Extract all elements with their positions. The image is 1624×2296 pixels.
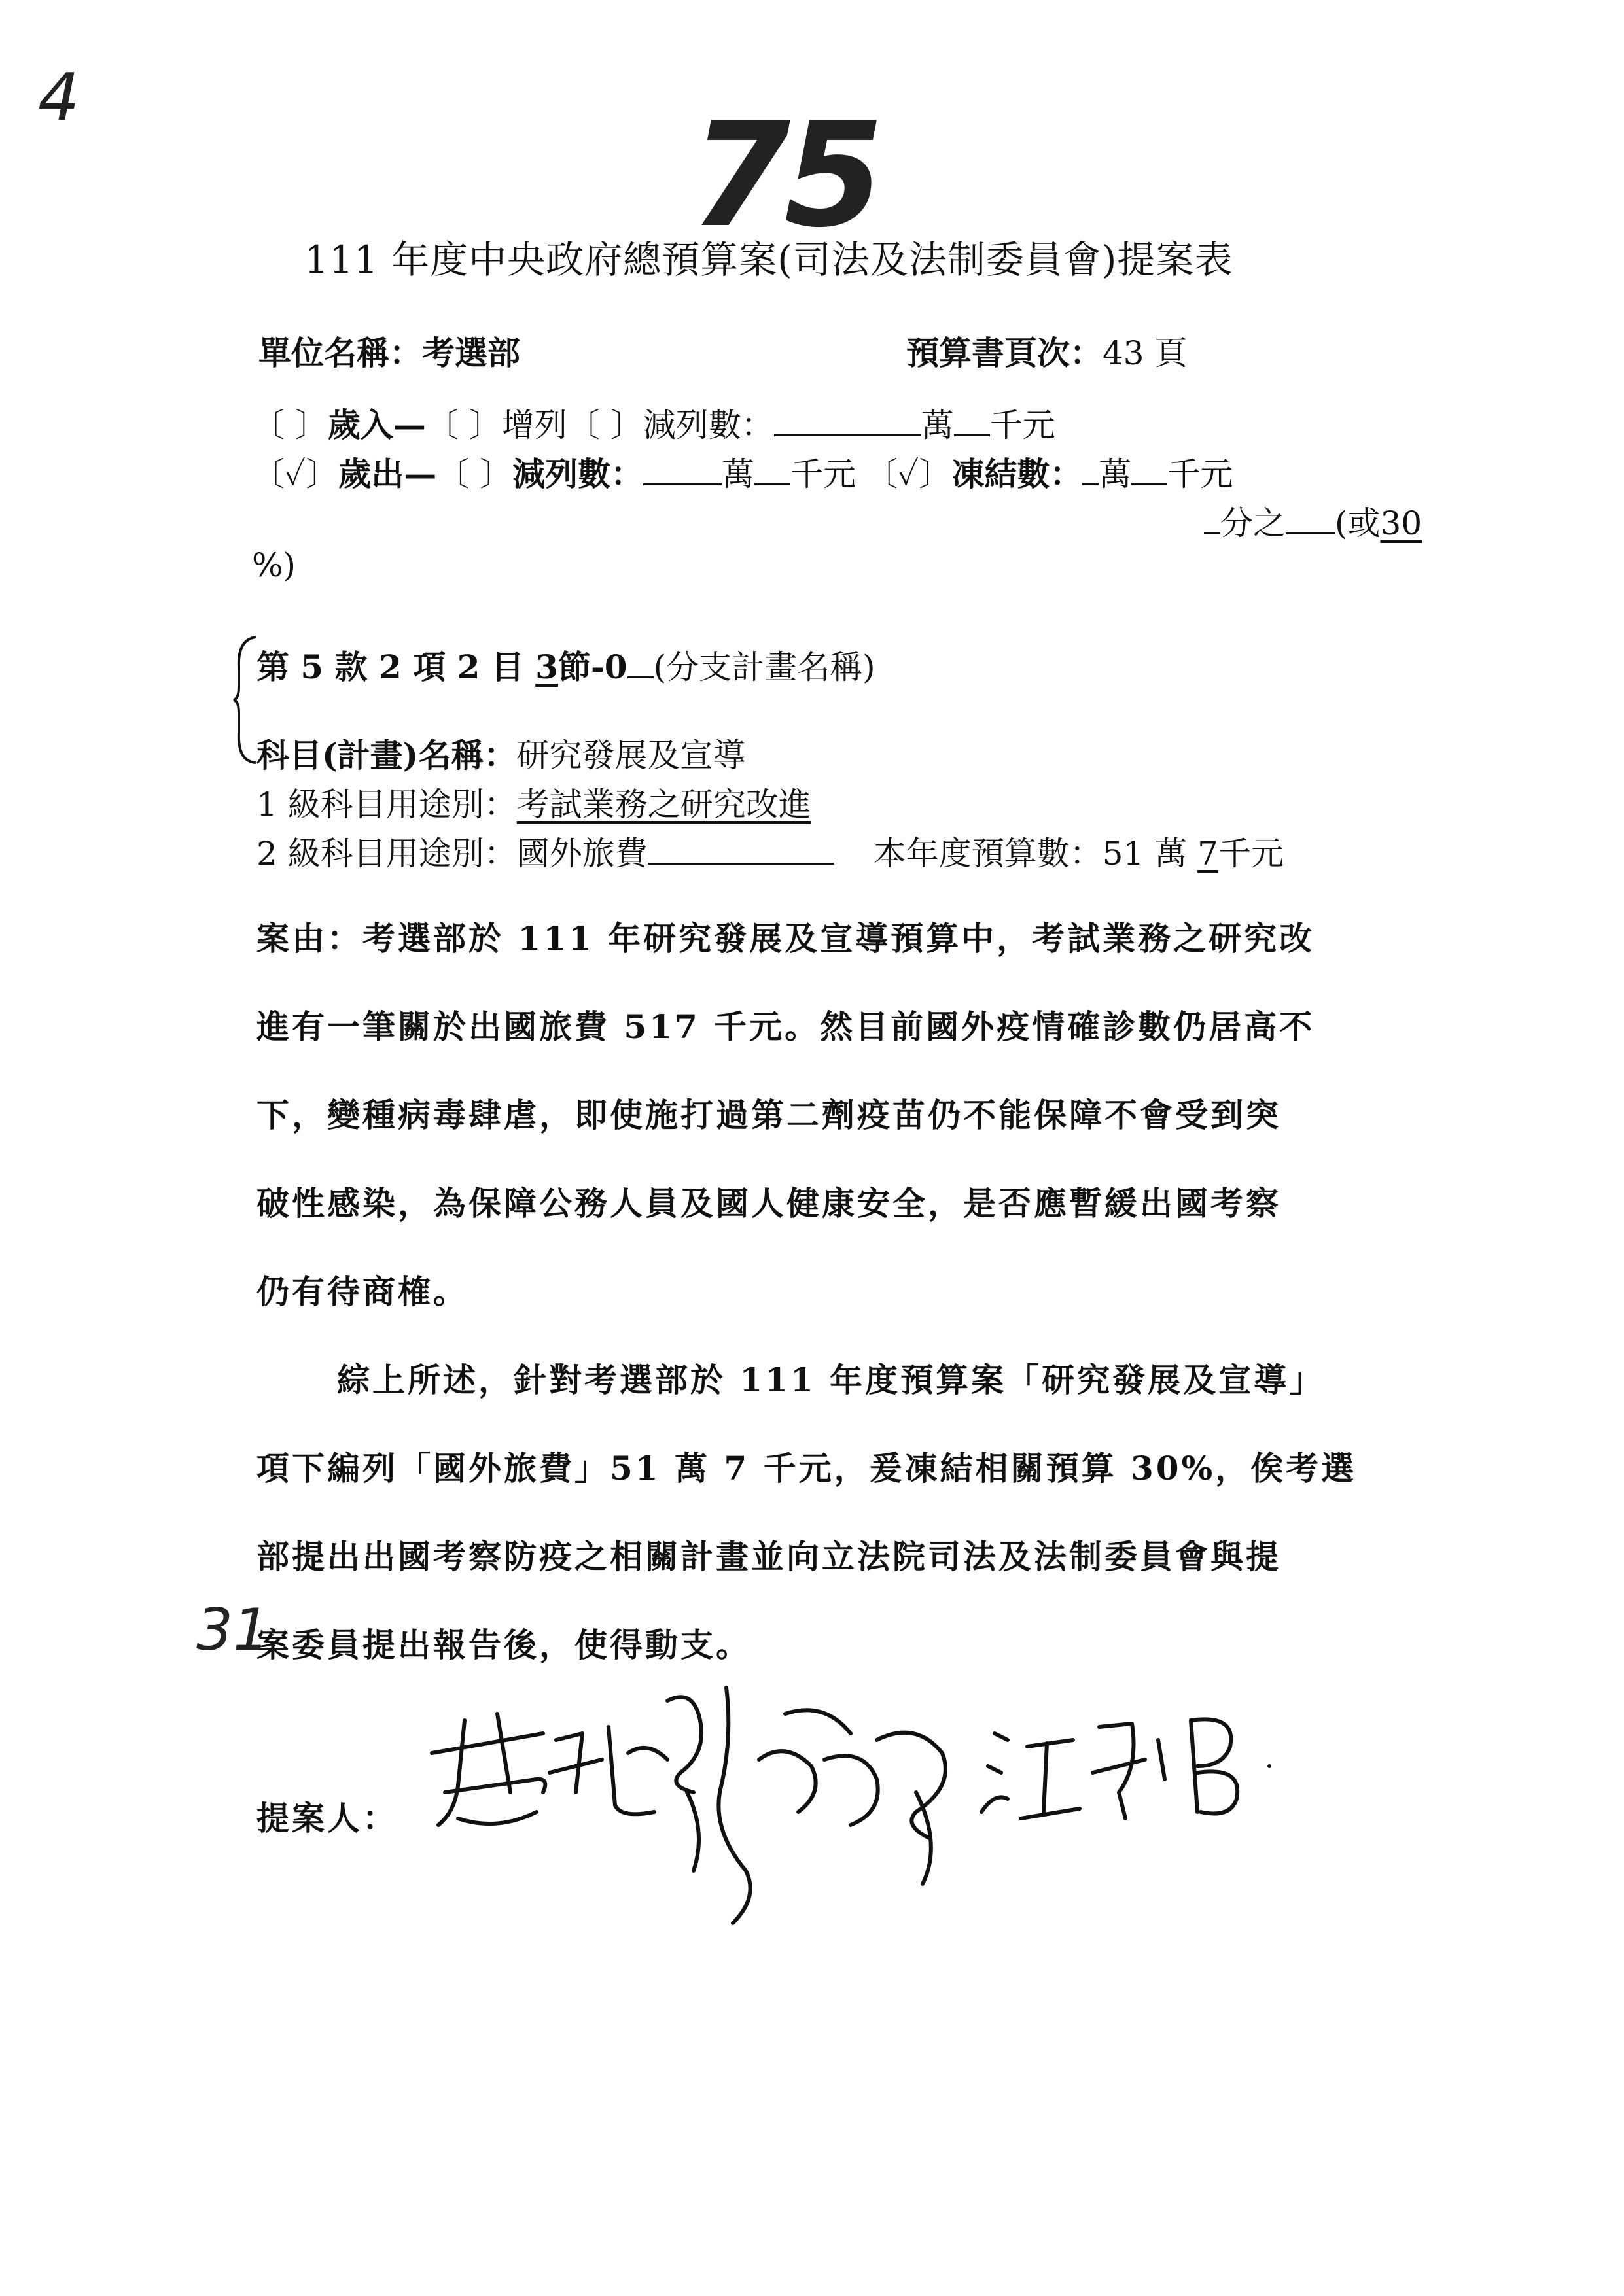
signatures-image bbox=[419, 1661, 1282, 1936]
level2-label: 2 級科目用途別： bbox=[256, 835, 517, 873]
fraction-line bbox=[1204, 497, 1422, 544]
expense-line bbox=[252, 448, 1233, 495]
expense-wan: 萬 bbox=[722, 455, 755, 493]
reason-line-3: 下，變種病毒肆虐，即使施打過第二劑疫苗仍不能保障不會受到突 bbox=[256, 1096, 1281, 1134]
item-blank bbox=[627, 649, 654, 678]
expense-checkbox: 〔✓〕 bbox=[252, 455, 339, 493]
unit-row bbox=[258, 327, 520, 374]
budget-unit: 千元 bbox=[1218, 835, 1284, 873]
level2-blank bbox=[648, 835, 834, 865]
corner-number: 4 bbox=[38, 59, 80, 135]
reason-line-1: 案由：考選部於 111 年研究發展及宣導預算中，考試業務之研究改 bbox=[256, 919, 1315, 958]
level1-label: 1 級科目用途別： bbox=[256, 786, 517, 824]
revenue-qian-blank bbox=[954, 407, 990, 436]
item-prefix: 第 5 款 2 項 2 目 bbox=[256, 648, 536, 686]
level1-line bbox=[256, 778, 811, 826]
revenue-add-checkbox: 〔 〕 bbox=[425, 406, 502, 444]
item-line bbox=[256, 641, 875, 688]
expense-qian-blank bbox=[754, 456, 790, 485]
fraction-denominator-blank bbox=[1286, 505, 1335, 534]
revenue-cut-label: 減列數： bbox=[643, 406, 774, 444]
item-jie-value: 3 bbox=[535, 648, 559, 686]
freeze-qian-blank bbox=[1131, 456, 1167, 485]
expense-wan-blank bbox=[643, 456, 722, 485]
page-ref-label: 預算書頁次： bbox=[906, 334, 1103, 372]
freeze-wan-blank bbox=[1082, 456, 1099, 485]
freeze-wan: 萬 bbox=[1099, 455, 1132, 493]
reason-line-4: 破性感染，為保障公務人員及國人健康安全，是否應暫緩出國考察 bbox=[256, 1184, 1281, 1223]
revenue-wan: 萬 bbox=[921, 406, 954, 444]
subject-label: 科目(計畫)名稱： bbox=[256, 736, 517, 774]
proposer-label: 提案人： bbox=[256, 1799, 398, 1837]
conclusion-line-4: 案委員提出報告後，使得動支。 bbox=[256, 1626, 751, 1664]
revenue-checkbox: 〔 〕 bbox=[252, 406, 328, 444]
revenue-label: 歲入— bbox=[327, 406, 426, 444]
item-jie: 節-0 bbox=[558, 648, 627, 686]
conclusion-line-2: 項下編列「國外旅費」51 萬 7 千元，爰凍結相關預算 30%，俟考選 bbox=[256, 1449, 1357, 1487]
freeze-label: 凍結數： bbox=[951, 455, 1083, 493]
revenue-add-label: 增列 bbox=[501, 406, 567, 444]
expense-qian: 千元 bbox=[790, 455, 856, 493]
level1-value: 考試業務之研究改進 bbox=[516, 786, 811, 824]
expense-cut-label: 減列數： bbox=[512, 455, 644, 493]
budget-value: 7 bbox=[1197, 835, 1218, 873]
revenue-cut-checkbox: 〔 〕 bbox=[567, 406, 643, 444]
reason-line-2: 進有一筆關於出國旅費 517 千元。然目前國外疫情確診數仍居高不 bbox=[256, 1007, 1315, 1046]
page-number: 75 bbox=[690, 92, 878, 259]
reason-line-5: 仍有待商榷。 bbox=[256, 1272, 468, 1311]
revenue-wan-blank bbox=[774, 407, 921, 436]
fraction-label: 分之 bbox=[1220, 504, 1286, 542]
unit-value: 考選部 bbox=[422, 334, 520, 372]
freeze-qian: 千元 bbox=[1167, 455, 1233, 493]
percent-value: 30 bbox=[1380, 504, 1422, 542]
margin-number: 31 bbox=[196, 1596, 270, 1663]
revenue-qian: 千元 bbox=[989, 406, 1055, 444]
subject-line bbox=[256, 729, 745, 776]
conclusion-line-1: 綜上所述，針對考選部於 111 年度預算案「研究發展及宣導」 bbox=[337, 1361, 1325, 1399]
subject-value: 研究發展及宣導 bbox=[516, 737, 746, 774]
level2-line bbox=[256, 827, 1284, 875]
page-ref-row bbox=[906, 327, 1188, 374]
percent-close: %) bbox=[252, 546, 296, 584]
expense-label: 歲出— bbox=[338, 455, 437, 493]
document-title: 111 年度中央政府總預算案(司法及法制委員會)提案表 bbox=[304, 237, 1233, 282]
expense-cut-checkbox: 〔 〕 bbox=[436, 455, 513, 493]
conclusion-line-3: 部提出出國考察防疫之相關計畫並向立法院司法及法制委員會與提 bbox=[256, 1537, 1281, 1576]
budget-label: 本年度預算數：51 萬 bbox=[873, 835, 1198, 873]
unit-label: 單位名稱： bbox=[258, 334, 422, 372]
bracket-mark bbox=[232, 635, 258, 765]
item-suffix: (分支計畫名稱) bbox=[653, 648, 875, 686]
freeze-checkbox: 〔✓〕 bbox=[865, 455, 952, 493]
revenue-line bbox=[252, 399, 1055, 446]
page-ref-value: 43 頁 bbox=[1103, 334, 1188, 372]
fraction-numerator-blank bbox=[1204, 505, 1220, 534]
level2-value: 國外旅費 bbox=[516, 835, 648, 873]
percent-or: (或 bbox=[1335, 504, 1381, 542]
